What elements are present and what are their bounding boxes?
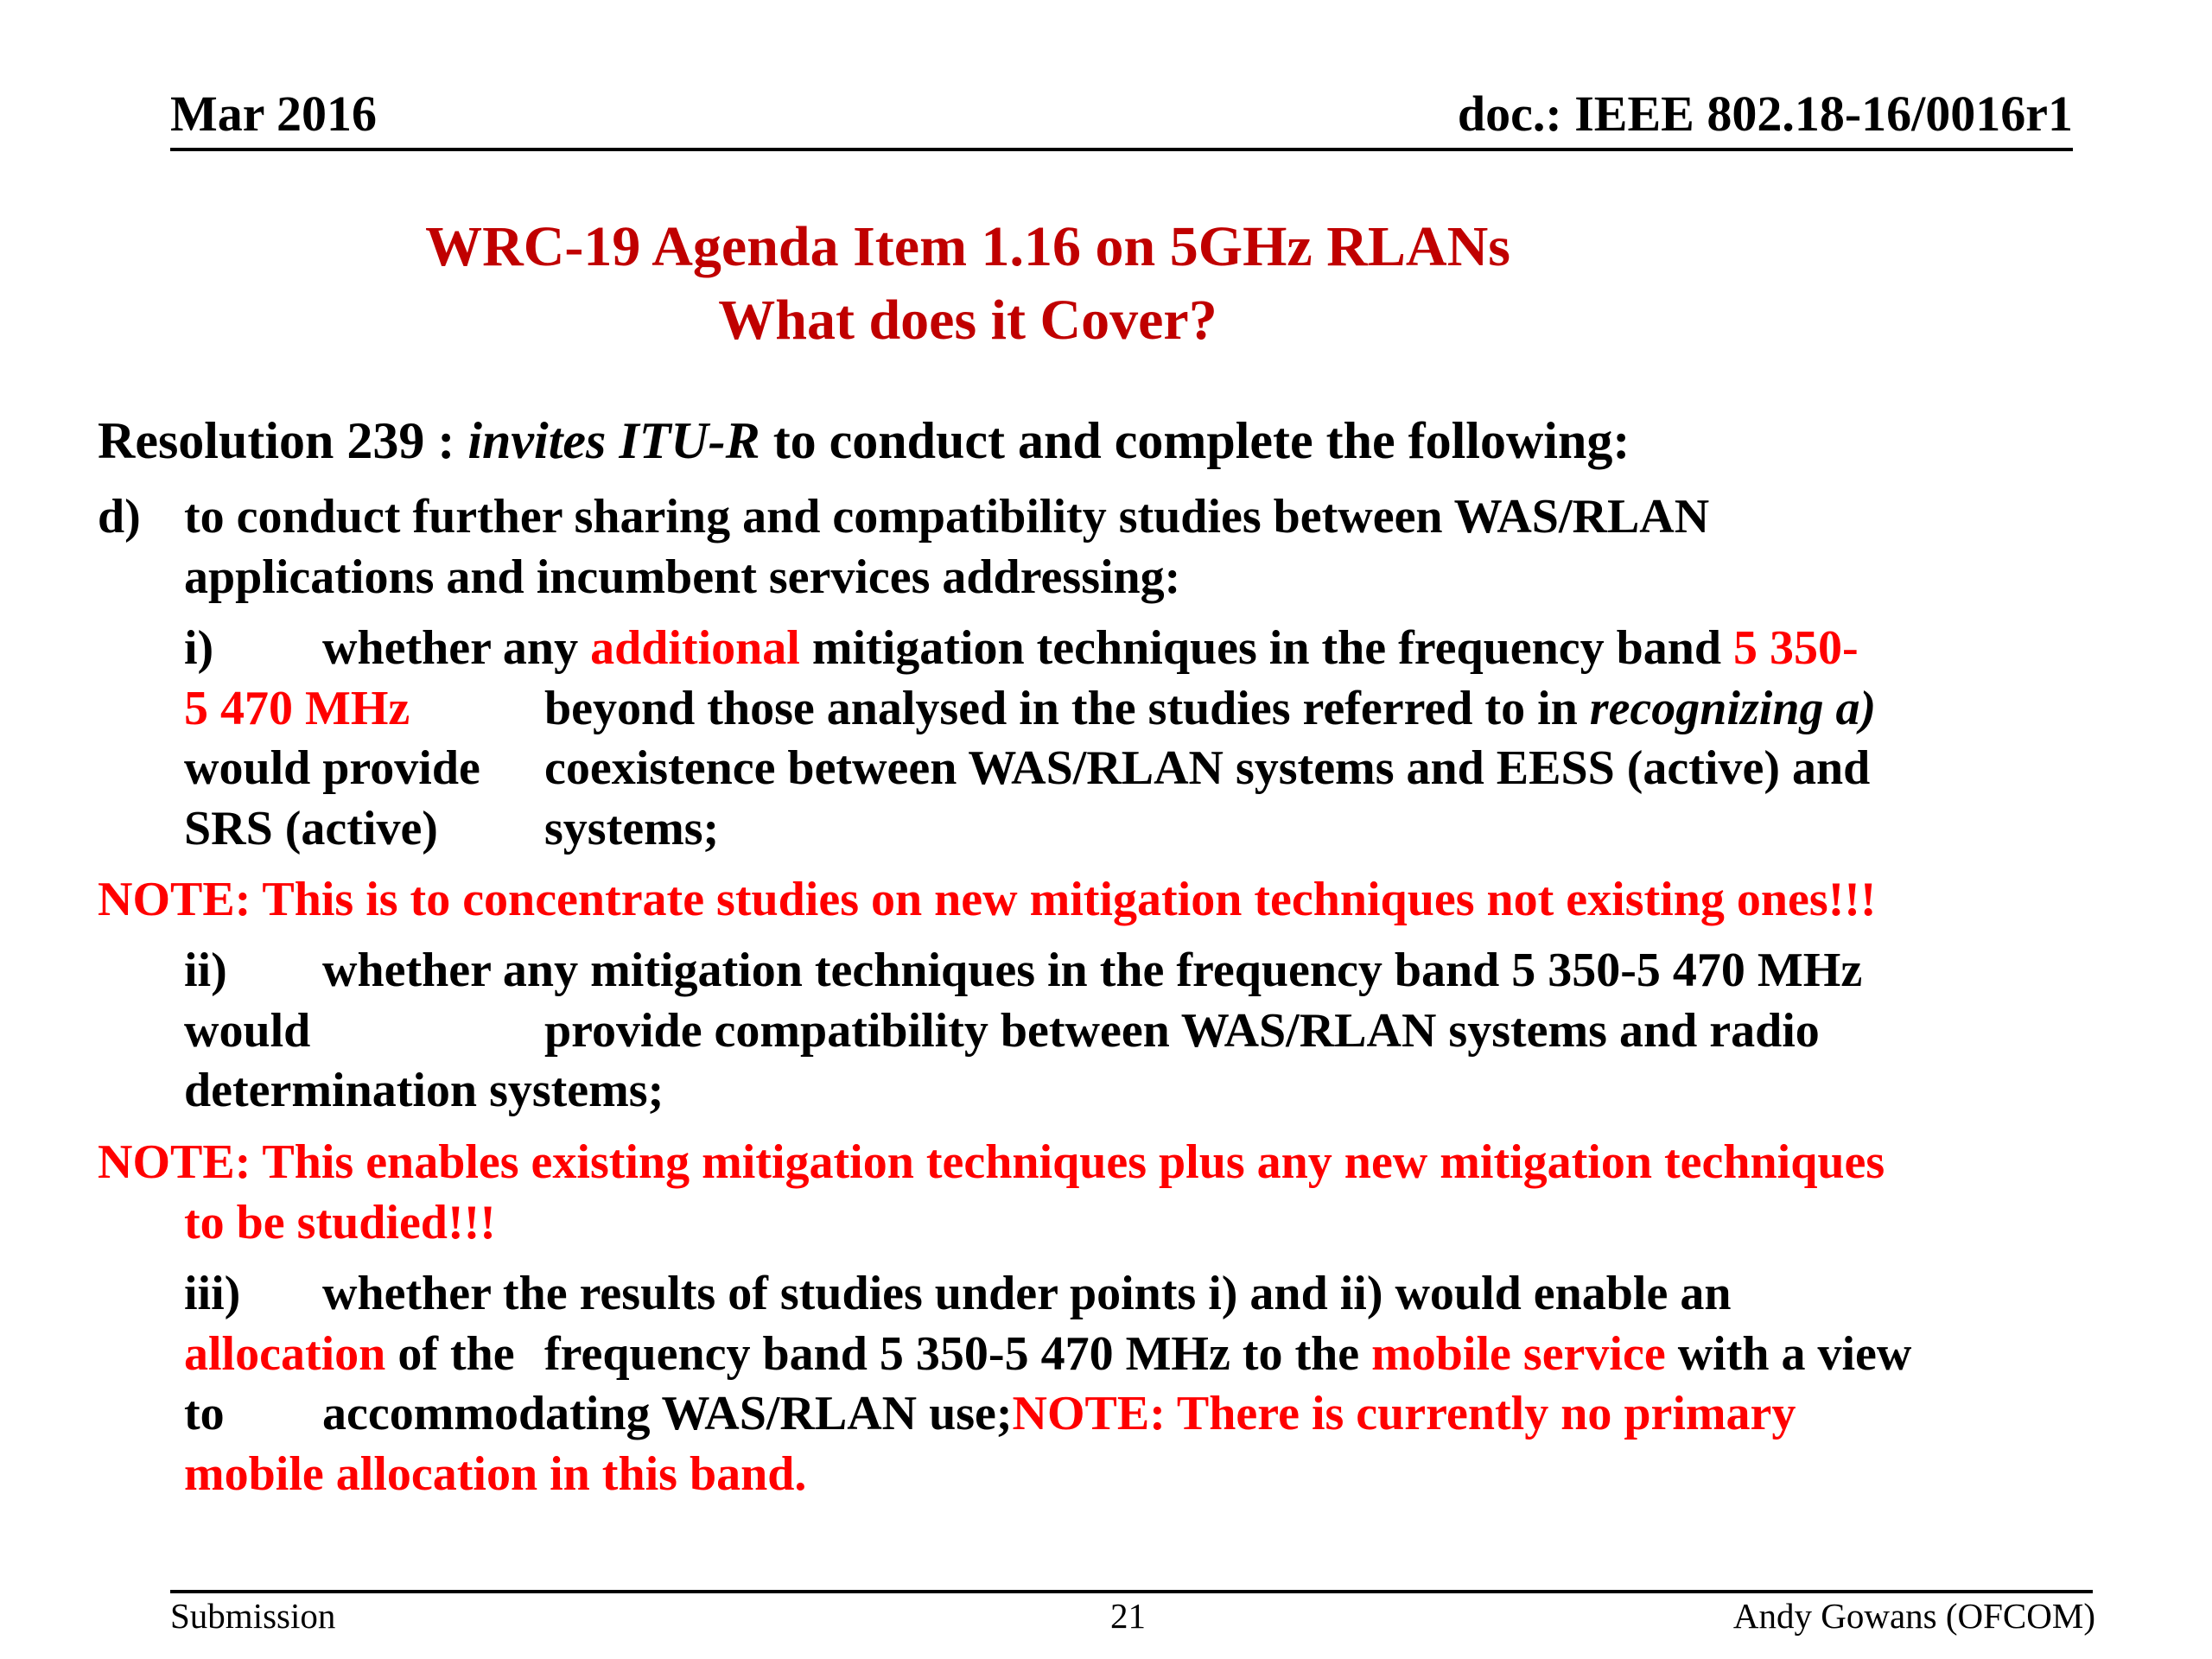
item-ii-marker: ii) — [184, 944, 227, 997]
item-iii-marker: iii) — [184, 1267, 241, 1320]
item-iii-line-4: mobile allocation in this band. — [184, 1447, 807, 1501]
item-iii-line-1: whether the results of studies under points i) and ii) would enable an — [322, 1267, 1732, 1320]
item-i-highlight-additional: additional — [590, 621, 800, 675]
item-iii-note: NOTE: There is currently no primary — [1012, 1387, 1796, 1440]
item-ii-line-3: determination systems; — [184, 1064, 664, 1117]
item-iii-text: with a view — [1665, 1327, 1912, 1381]
item-i-line-3: coexistence between WAS/RLAN systems and EESS (active) and — [544, 741, 1871, 795]
resolution-heading — [98, 412, 1630, 469]
item-i-srs-active: SRS (active) — [184, 802, 438, 855]
resolution-invites: invites ITU-R — [467, 412, 760, 469]
slide-title-line-1: WRC-19 Agenda Item 1.16 on 5GHz RLANs — [425, 215, 1510, 278]
item-d-line-2: applications and incumbent services addressing: — [184, 550, 1181, 604]
resolution-label: Resolution 239 : — [98, 412, 468, 469]
item-i-text: mitigation techniques in the frequency band — [799, 621, 1734, 675]
item-i-line-2 — [544, 684, 1876, 733]
item-iii-line-3 — [322, 1389, 1796, 1438]
note-1: NOTE: This is to concentrate studies on new mitigation techniques not existing ones!!! — [98, 873, 1877, 926]
footer-submission: Submission — [170, 1596, 336, 1636]
header-date: Mar 2016 — [170, 86, 377, 142]
item-iii-highlight-allocation: allocation — [184, 1327, 386, 1381]
footer-page-number: 21 — [1110, 1596, 1146, 1636]
item-d-marker: d) — [98, 490, 141, 543]
slide-title-line-2: What does it Cover? — [718, 289, 1217, 352]
item-ii-would: would — [184, 1004, 311, 1058]
item-iii-text: of the — [385, 1327, 515, 1381]
item-i-text: beyond those analysed in the studies referred to in — [544, 682, 1590, 735]
item-iii-line-2 — [544, 1327, 1912, 1381]
item-i-line-4: systems; — [544, 802, 720, 855]
item-i-text: whether any — [322, 621, 591, 675]
footer-rule — [170, 1590, 2093, 1593]
item-iii-to: to — [184, 1387, 225, 1440]
header-rule — [170, 148, 2073, 151]
item-ii-line-2: provide compatibility between WAS/RLAN systems and radio — [544, 1004, 1820, 1058]
item-iii-highlight-mobile-service: mobile service — [1371, 1327, 1666, 1381]
item-ii-line-1: whether any mitigation techniques in the frequency band 5 350-5 470 MHz — [322, 944, 1863, 997]
item-d-line-1: to conduct further sharing and compatibility studies between WAS/RLAN — [184, 490, 1710, 543]
item-i-recognizing: recognizing a) — [1589, 682, 1877, 735]
item-iii-allocation — [184, 1327, 515, 1381]
item-i-would-provide: would provide — [184, 741, 480, 795]
footer-author: Andy Gowans (OFCOM) — [1732, 1596, 2095, 1636]
resolution-rest: to conduct and complete the following: — [760, 412, 1630, 469]
item-i-marker: i) — [184, 621, 214, 675]
note-2-line-1: NOTE: This enables existing mitigation techniques plus any new mitigation techniques — [98, 1135, 1885, 1189]
note-2-line-2: to be studied!!! — [184, 1196, 496, 1249]
item-i-highlight-band-start: 5 350- — [1733, 621, 1859, 675]
item-i-line-1 — [322, 621, 1859, 675]
header-doc-id: doc.: IEEE 802.18-16/0016r1 — [1457, 86, 2073, 142]
item-iii-text: frequency band 5 350-5 470 MHz to the — [544, 1327, 1372, 1381]
item-iii-text: accommodating WAS/RLAN use; — [322, 1387, 1013, 1440]
item-i-band-end: 5 470 MHz — [184, 682, 410, 735]
